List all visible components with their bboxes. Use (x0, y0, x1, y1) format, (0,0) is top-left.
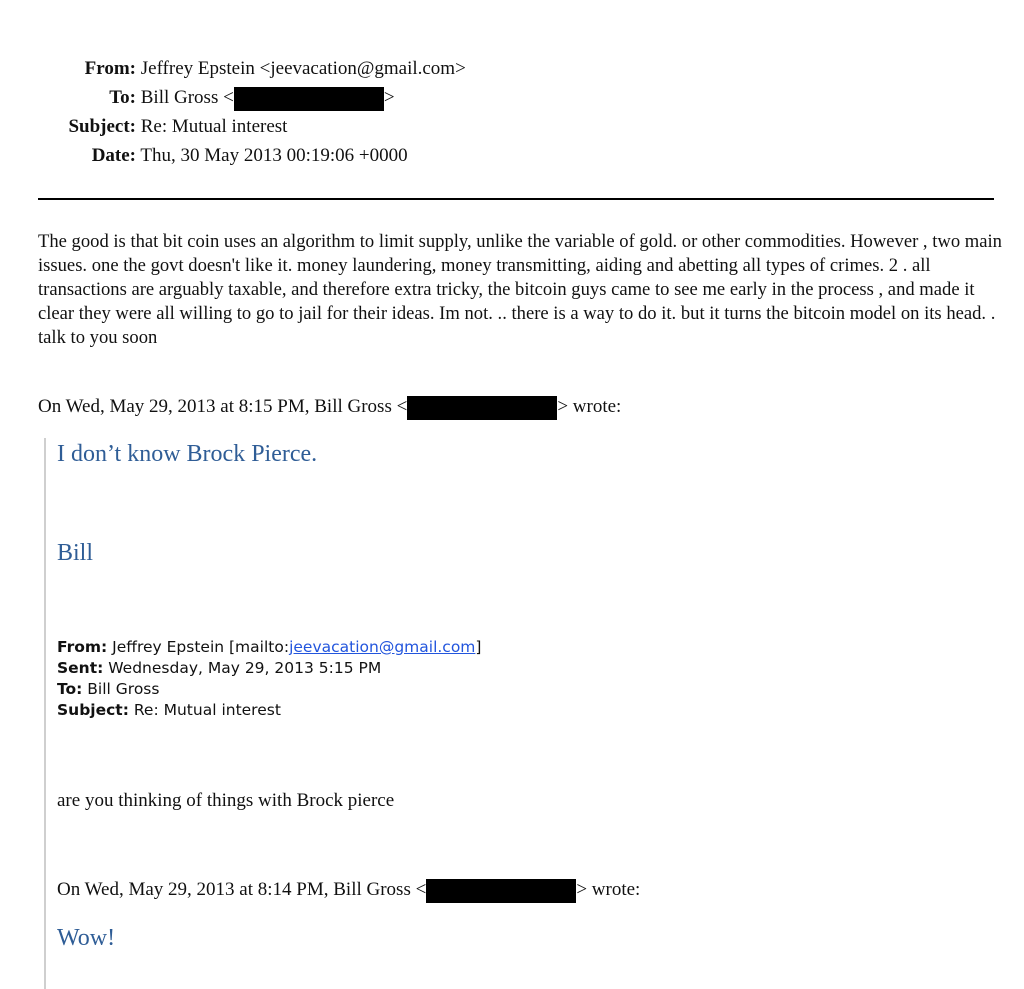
header-from-label: From: (84, 58, 136, 79)
header-divider (38, 198, 994, 200)
message-body: The good is that bit coin uses an algorithm to limit supply, unlike the variable of gold. or other commodities. However , two main issues. one the govt doesn't like it. money laundering, money transmitting, aiding and abetting all types of crimes. 2 . all transactions are arguably taxable, and therefore extra tricky, the bitcoin guys came to see me early in the process , and made it clear they were all willing to go to jail for their ideas. Im not. .. there is a way to do it. but it turns the bitcoin model on its head. . talk to you soon (38, 231, 1002, 348)
forwarded-to-value: Bill Gross (82, 680, 160, 698)
header-from-row (0, 54, 466, 83)
header-from-value: Jeffrey Epstein <jeevacation@gmail.com> (140, 58, 466, 79)
quote-bar (44, 438, 46, 989)
reply-attribution-2-text: On Wed, May 29, 2013 at 8:14 PM, Bill Gross < (57, 879, 427, 900)
reply-attribution-2-suffix: > wrote: (576, 879, 641, 900)
redaction-bar (426, 879, 576, 903)
email-link[interactable]: jeevacation@gmail.com (289, 638, 476, 656)
quoted-line-wow: Wow! (57, 925, 116, 951)
forwarded-from-row (57, 637, 481, 658)
forwarded-subject-row (57, 700, 281, 721)
forwarded-sent-row (57, 658, 381, 679)
header-subject-value: Re: Mutual interest (140, 116, 288, 137)
header-to-row (0, 83, 395, 112)
header-to-value: Bill Gross < (140, 87, 234, 108)
forwarded-message: are you thinking of things with Brock pierce (57, 790, 395, 811)
header-date-value: Thu, 30 May 2013 00:19:06 +0000 (140, 145, 408, 166)
reply-attribution-1-text: On Wed, May 29, 2013 at 8:15 PM, Bill Gross < (38, 396, 408, 417)
header-date-row (0, 141, 408, 170)
forwarded-to-label: To: (57, 680, 83, 698)
forwarded-sent-label: Sent: (57, 659, 104, 677)
forwarded-sent-value: Wednesday, May 29, 2013 5:15 PM (103, 659, 382, 677)
redaction-bar (407, 396, 557, 420)
reply-attribution-2 (57, 877, 640, 903)
header-to-label: To: (109, 87, 136, 108)
redaction-bar (234, 87, 384, 111)
header-to-close: > (383, 87, 395, 108)
quoted-signature: Bill (57, 540, 94, 566)
forwarded-to-row (57, 679, 159, 700)
reply-attribution-1-suffix: > wrote: (557, 396, 622, 417)
reply-attribution-1 (38, 394, 621, 420)
quoted-line-1: I don’t know Brock Pierce. (57, 441, 318, 467)
header-subject-row (0, 112, 287, 141)
forwarded-from-post: ] (475, 638, 482, 656)
header-subject-label: Subject: (68, 116, 136, 137)
forwarded-from-label: From: (57, 638, 108, 656)
forwarded-subject-value: Re: Mutual interest (128, 701, 281, 719)
header-date-label: Date: (91, 145, 136, 166)
forwarded-subject-label: Subject: (57, 701, 129, 719)
forwarded-from-pre: Jeffrey Epstein [mailto: (107, 638, 290, 656)
